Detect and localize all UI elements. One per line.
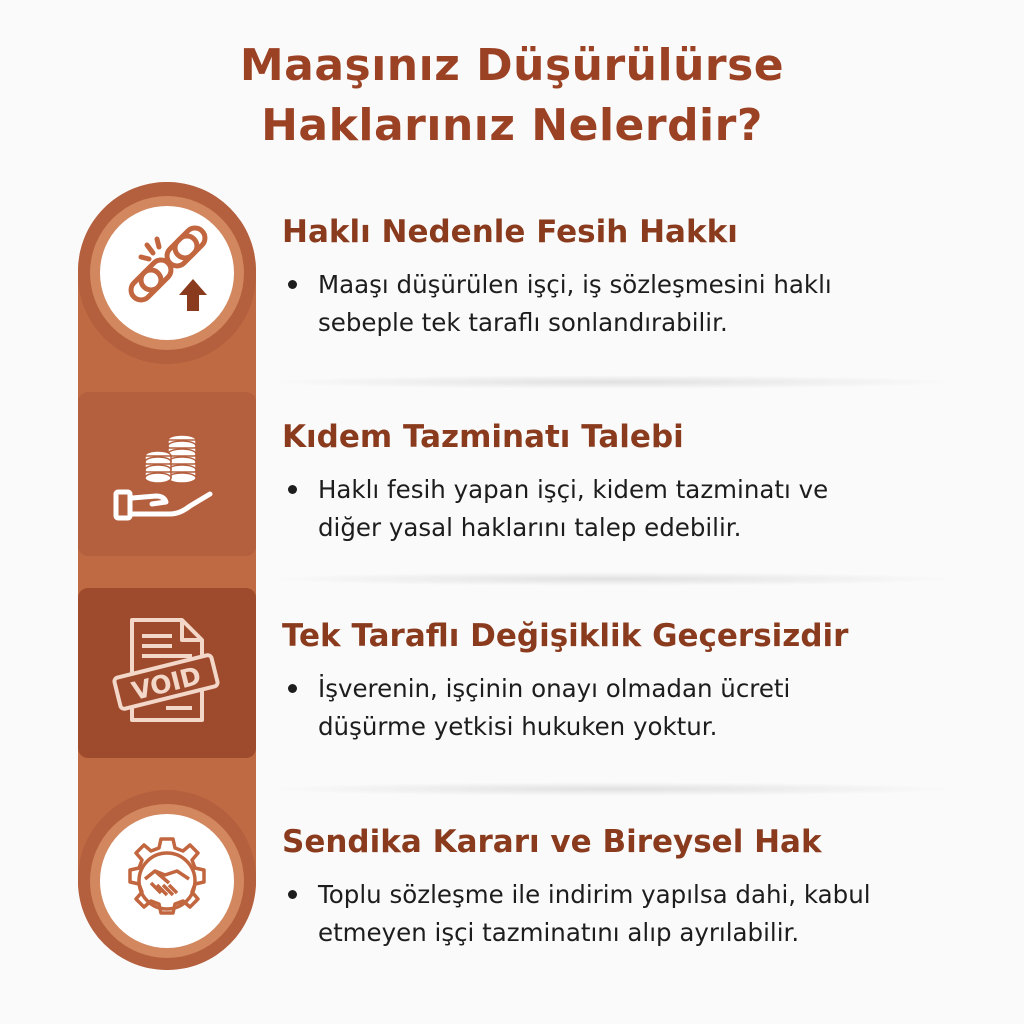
item-3 [282, 616, 1002, 746]
item-title: Kıdem Tazminatı Talebi [282, 419, 684, 455]
bullet-dot [288, 280, 297, 289]
item-description [282, 471, 1002, 547]
coins-hand-icon [112, 428, 222, 528]
item-line-1: Haklı fesih yapan işçi, kidem tazminatı ve [318, 475, 829, 504]
item-1 [282, 212, 1002, 342]
item-description [282, 876, 1002, 952]
title-line-2: Haklarınız Nelerdir? [261, 100, 763, 151]
item-title: Tek Taraflı Değişiklik Geçersizdir [282, 618, 849, 654]
item-4 [282, 822, 1002, 952]
divider [262, 572, 962, 586]
title-line-1: Maaşınız Düşürülürse [239, 40, 785, 91]
item-title: Sendika Kararı ve Bireysel Hak [282, 824, 822, 860]
item-line-2: sebeple tek taraflı sonlandırabilir. [318, 308, 728, 337]
item-line-1: Toplu sözleşme ile indirim yapılsa dahi, kabul [318, 880, 871, 909]
item-line-2: etmeyen işçi tazminatını alıp ayrılabilir. [318, 918, 800, 947]
item-description [282, 670, 1002, 746]
divider [262, 782, 962, 796]
bullet-dot [288, 684, 297, 693]
void-document-icon [110, 612, 222, 728]
page-title [0, 36, 1024, 156]
item-line-1: Maaşı düşürülen işçi, iş sözleşmesini haklı [318, 270, 832, 299]
handshake-gear-icon [117, 831, 217, 931]
item-description [282, 266, 1002, 342]
bullet-dot [288, 890, 297, 899]
item-title: Haklı Nedenle Fesih Hakkı [282, 214, 738, 250]
item-line-2: diğer yasal haklarını talep edebilir. [318, 513, 742, 542]
item-line-2: düşürme yetkisi hukuken yoktur. [318, 712, 718, 741]
bullet-dot [288, 485, 297, 494]
void-stamp-text: VOID [128, 660, 204, 707]
broken-chain-icon [117, 223, 217, 323]
divider [262, 375, 962, 389]
item-2 [282, 417, 1002, 547]
item-line-1: İşverenin, işçinin onayı olmadan ücreti [318, 674, 791, 703]
